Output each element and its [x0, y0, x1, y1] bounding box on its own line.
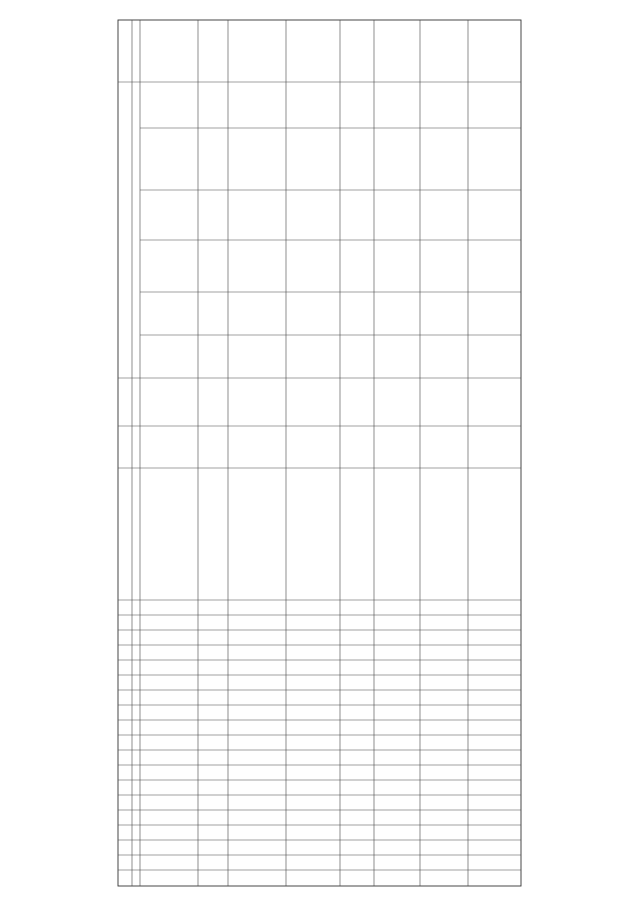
table-frame — [118, 20, 521, 886]
